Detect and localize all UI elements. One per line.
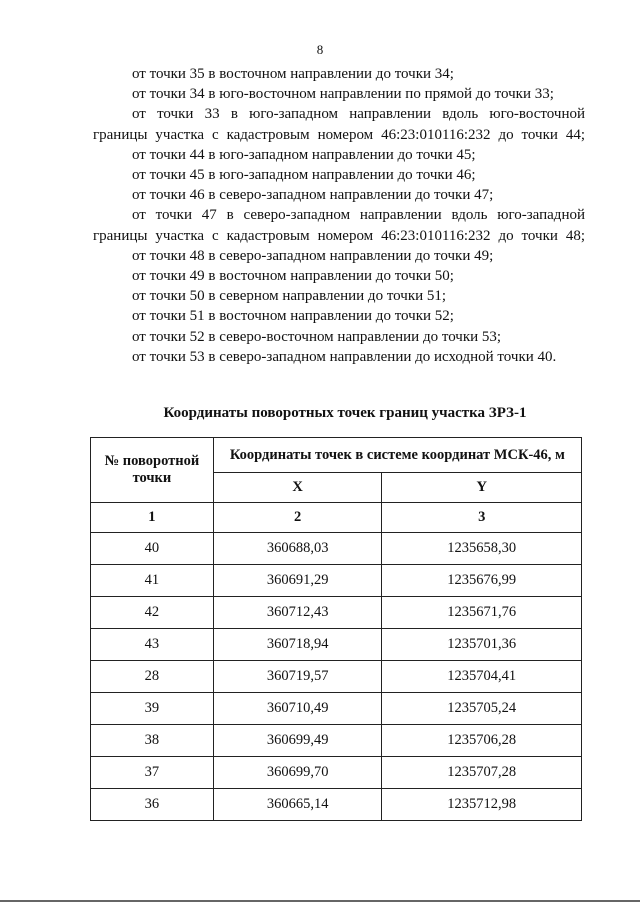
table-row [91, 789, 582, 821]
table-row [91, 565, 582, 597]
cell-point: 28 [91, 661, 214, 693]
cell-x: 360665,14 [213, 789, 382, 821]
cell-y: 1235704,41 [382, 661, 582, 693]
cell-point: 39 [91, 693, 214, 725]
header-x: X [213, 473, 382, 503]
cell-y: 1235658,30 [382, 533, 582, 565]
table-row [91, 757, 582, 789]
boundary-step: от точки 50 в северном направлении до точки 51; [132, 288, 447, 305]
boundary-step: от точки 44 в юго-западном направлении до точки 45; [132, 146, 476, 163]
boundary-step: от точки 35 в восточном направлении до точки 34; [132, 66, 454, 82]
boundary-step: от точки 34 в юго-восточном направлении по прямой до точки 33; [132, 86, 554, 103]
cell-x: 360719,57 [213, 661, 382, 693]
boundary-step: от точки 48 в северо-западном направлении до точки 49; [132, 247, 494, 264]
cell-y: 1235712,98 [382, 789, 582, 821]
cell-y: 1235707,28 [382, 757, 582, 789]
cell-point: 40 [91, 533, 214, 565]
table-title: Координаты поворотных точек границ участка ЗРЗ-1 [163, 405, 527, 421]
boundary-step: от точки 52 в северо-восточном направлении до точки 53; [132, 328, 502, 345]
header-point-number: № поворотной точки [91, 438, 214, 503]
cell-x: 360699,70 [213, 757, 382, 789]
boundary-step: от точки 49 в восточном направлении до точки 50; [132, 268, 454, 285]
cell-point: 38 [91, 725, 214, 757]
boundary-step: от точки 46 в северо-западном направлении до точки 47; [132, 187, 494, 204]
table-row [91, 629, 582, 661]
page-number: 8 [316, 42, 324, 57]
table-row [91, 725, 582, 757]
column-number: 3 [382, 503, 582, 533]
column-number: 2 [213, 503, 382, 533]
cell-point: 43 [91, 629, 214, 661]
cell-x: 360691,29 [213, 565, 382, 597]
cell-y: 1235671,76 [382, 597, 582, 629]
boundary-description [93, 64, 585, 367]
scan-edge-divider [0, 900, 640, 902]
cell-y: 1235706,28 [382, 725, 582, 757]
table-row [91, 597, 582, 629]
cell-y: 1235705,24 [382, 693, 582, 725]
cell-point: 41 [91, 565, 214, 597]
cell-point: 36 [91, 789, 214, 821]
cell-x: 360712,43 [213, 597, 382, 629]
boundary-step: от точки 51 в восточном направлении до точки 52; [132, 308, 454, 325]
boundary-step: от точки 33 в юго-западном направлении вдоль юго-восточной границы участка с кадастровым номером 46:23:010116:232 до точки 44; [93, 106, 585, 143]
boundary-step: от точки 47 в северо-западном направлении вдоль юго-западной границы участка с кадастровым номером 46:23:010116:232 до точки 48; [93, 207, 585, 244]
boundary-step: от точки 53 в северо-западном направлении до исходной точки 40. [132, 348, 557, 365]
header-coordinates: Координаты точек в системе координат МСК-46, м [213, 438, 581, 473]
coordinates-table [90, 437, 582, 821]
cell-x: 360688,03 [213, 533, 382, 565]
cell-y: 1235701,36 [382, 629, 582, 661]
boundary-step: от точки 45 в юго-западном направлении до точки 46; [132, 167, 476, 184]
cell-x: 360710,49 [213, 693, 382, 725]
cell-point: 37 [91, 757, 214, 789]
table-row [91, 693, 582, 725]
cell-y: 1235676,99 [382, 565, 582, 597]
column-number: 1 [91, 503, 214, 533]
cell-x: 360718,94 [213, 629, 382, 661]
cell-x: 360699,49 [213, 725, 382, 757]
header-y: Y [382, 473, 582, 503]
table-row [91, 533, 582, 565]
table-row [91, 661, 582, 693]
cell-point: 42 [91, 597, 214, 629]
